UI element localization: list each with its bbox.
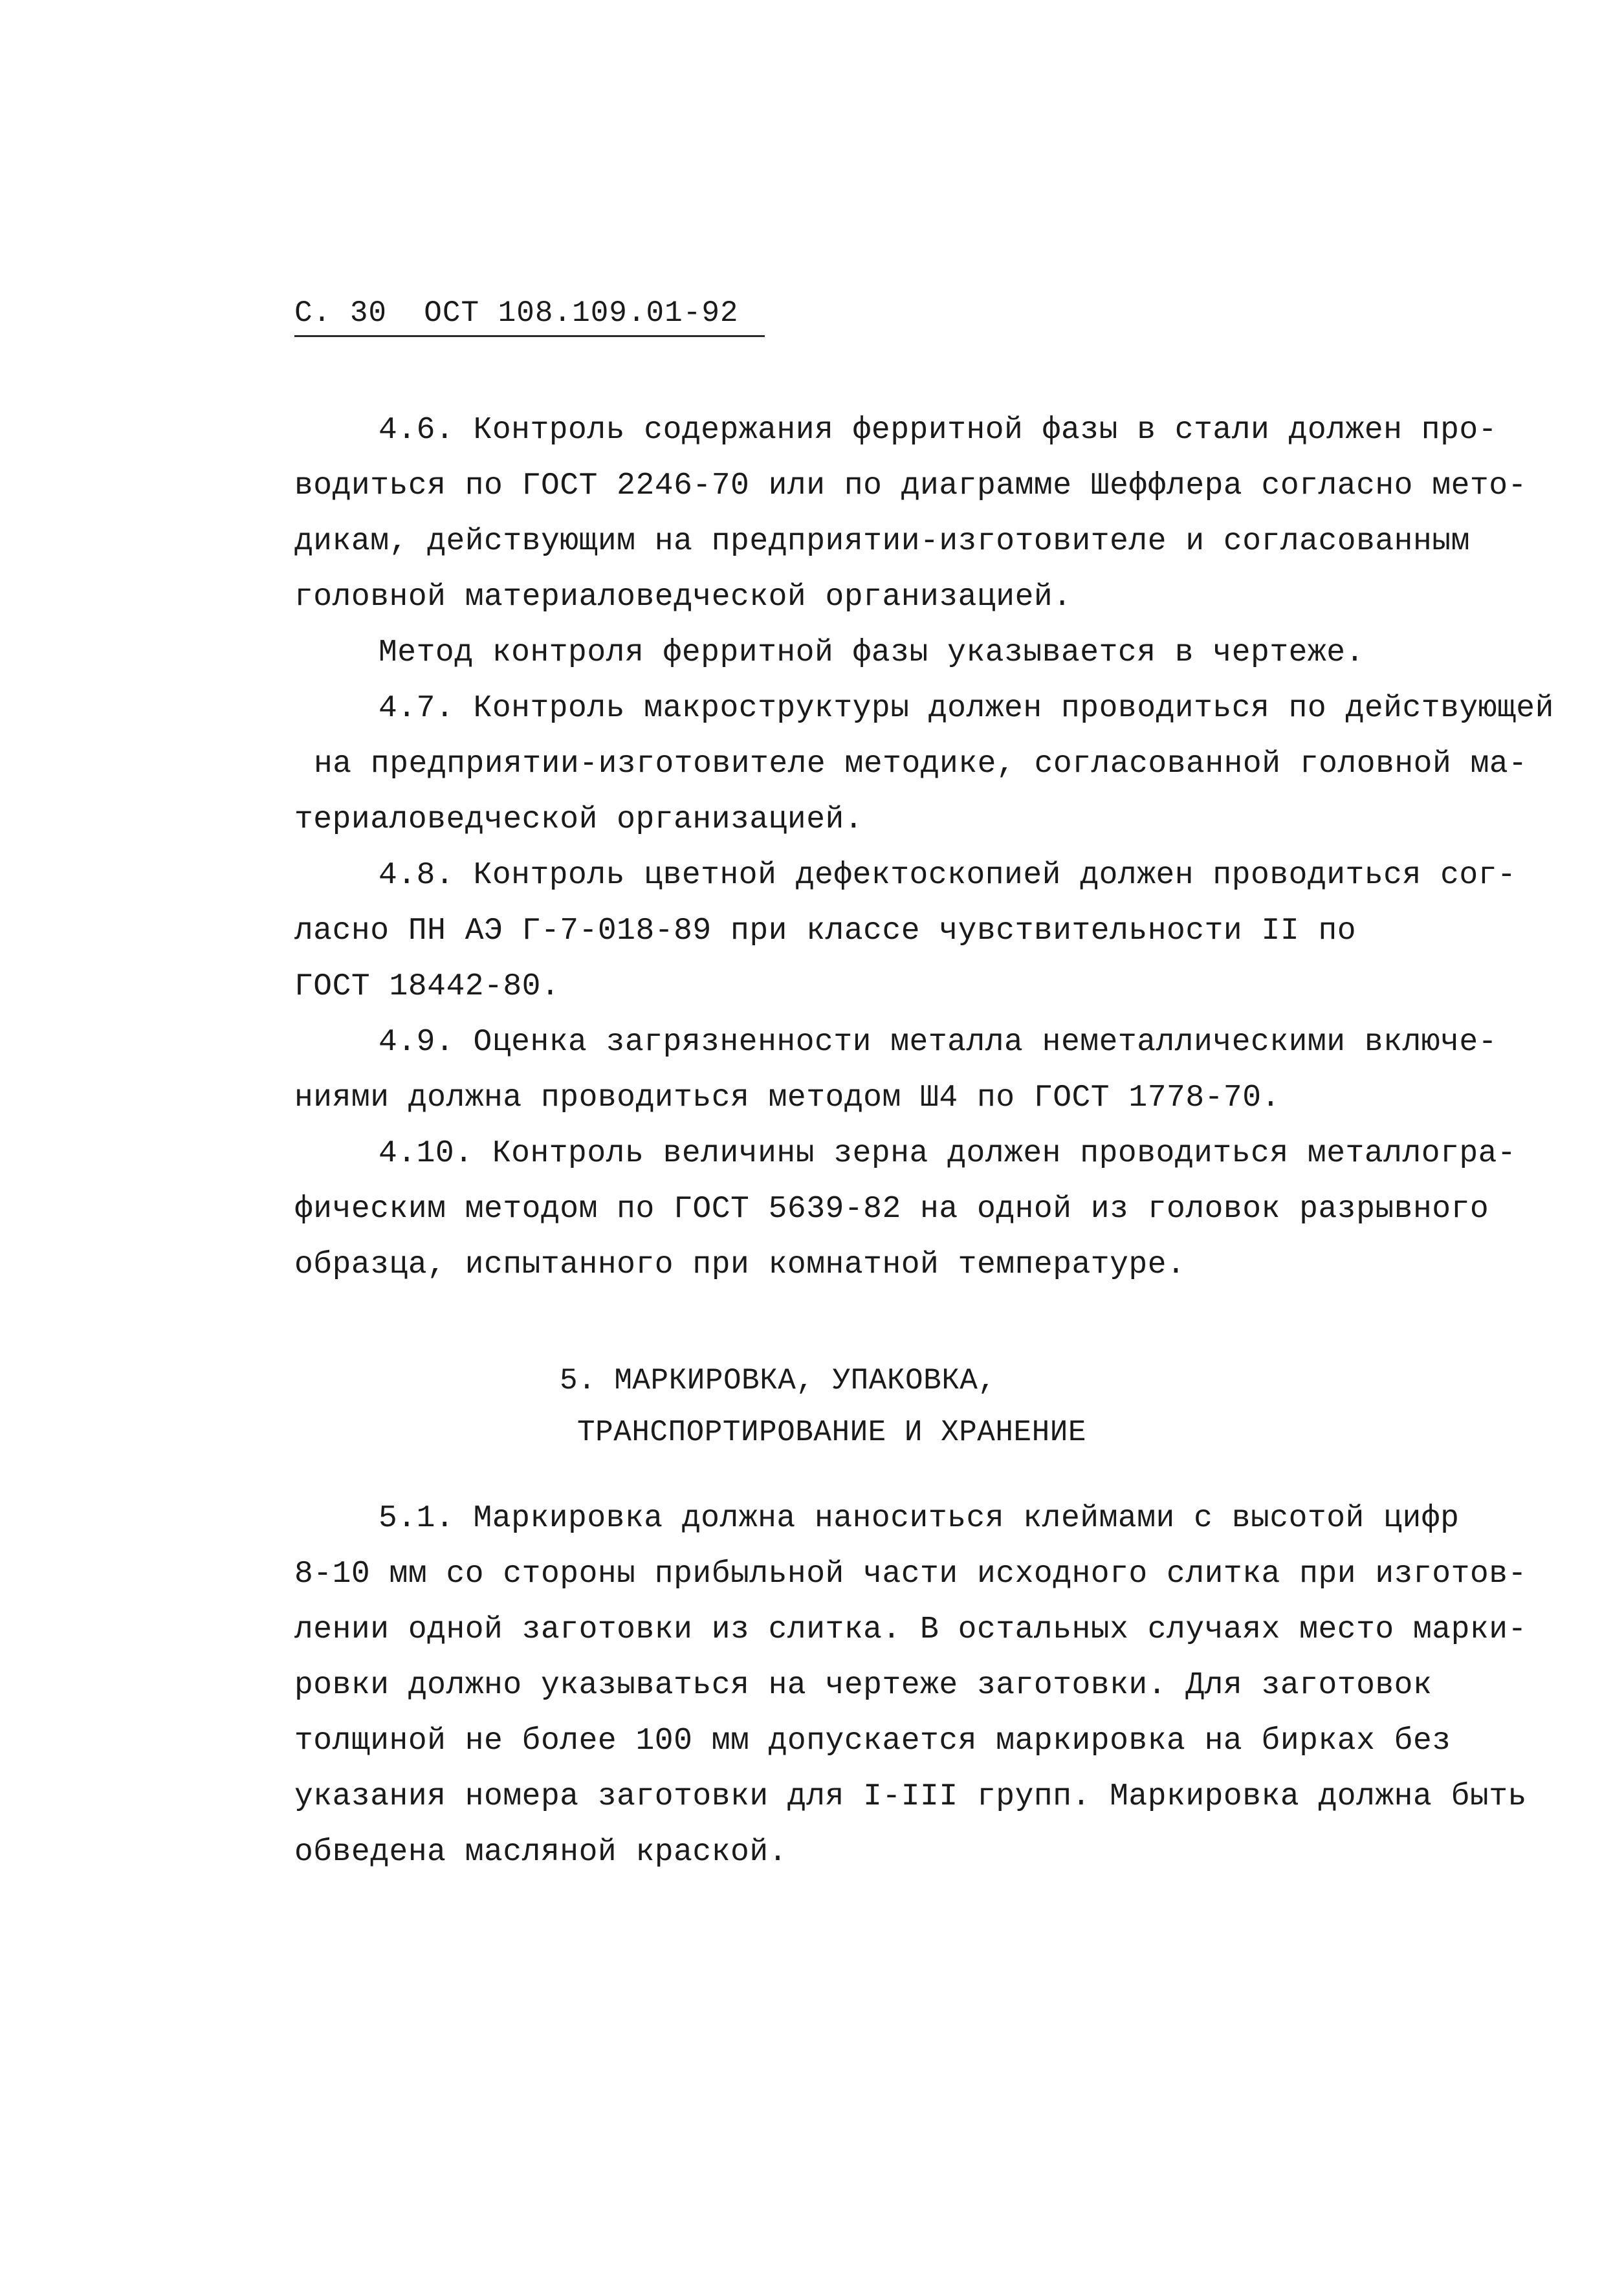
paragraph-4-7-line-2: на предприятии-изготовителе методике, согласованной головной ма- [314, 747, 1528, 782]
page-reference: С. 30 [294, 296, 388, 330]
paragraph-5-1-line-7: обведена масляной краской. [294, 1835, 787, 1870]
paragraph-4-7-line-3: териаловедческой организацией. [294, 802, 864, 837]
paragraph-4-8-line-1: 4.8. Контроль цветной дефектоскопией должен проводиться сог- [379, 858, 1517, 893]
paragraph-5-1-line-3: лении одной заготовки из слитка. В остальных случаях место марки- [294, 1612, 1527, 1647]
paragraph-4-8-line-2: ласно ПН АЭ Г-7-018-89 при классе чувствительности II по [294, 914, 1357, 948]
section-5-heading-line-2: ТРАНСПОРТИРОВАНИЕ И ХРАНЕНИЕ [577, 1416, 1086, 1449]
paragraph-5-1-line-1: 5.1. Маркировка должна наноситься клеймами с высотой цифр [379, 1501, 1460, 1536]
standard-number: ОСТ 108.109.01-92 [424, 296, 739, 330]
paragraph-4-6-line-3: дикам, действующим на предприятии-изготовителе и согласованным [294, 524, 1470, 559]
section-5-heading-line-1: 5. МАРКИРОВКА, УПАКОВКА, [560, 1364, 996, 1398]
paragraph-4-6-line-1: 4.6. Контроль содержания ферритной фазы в стали должен про- [379, 413, 1497, 448]
paragraph-4-10-line-2: фическим методом по ГОСТ 5639-82 на одной из головок разрывного [294, 1192, 1489, 1227]
paragraph-4-10-line-3: образца, испытанного при комнатной температуре. [294, 1247, 1186, 1282]
paragraph-4-9-line-1: 4.9. Оценка загрязненности металла неметаллическими включе- [379, 1025, 1497, 1060]
paragraph-4-7-line-1: 4.7. Контроль макроструктуры должен проводиться по действующей [379, 691, 1554, 726]
paragraph-4-6-line-4: головной материаловедческой организацией. [294, 580, 1072, 615]
paragraph-4-6-note: Метод контроля ферритной фазы указывается в чертеже. [379, 635, 1365, 670]
paragraph-4-6-line-2: водиться по ГОСТ 2246-70 или по диаграмме Шеффлера согласно мето- [294, 468, 1527, 503]
paragraph-5-1-line-2: 8-10 мм со стороны прибыльной части исходного слитка при изготов- [294, 1557, 1527, 1592]
paragraph-4-9-line-2: ниями должна проводиться методом Ш4 по ГОСТ 1778-70. [294, 1080, 1280, 1115]
paragraph-5-1-line-6: указания номера заготовки для I-III групп. Маркировка должна быть [294, 1779, 1527, 1814]
paragraph-5-1-line-4: ровки должно указываться на чертеже заготовки. Для заготовок [294, 1668, 1432, 1703]
page-header [294, 296, 765, 337]
paragraph-4-8-line-3: ГОСТ 18442-80. [294, 969, 560, 1004]
paragraph-4-10-line-1: 4.10. Контроль величины зерна должен проводиться металлогра- [379, 1136, 1517, 1171]
paragraph-5-1-line-5: толщиной не более 100 мм допускается маркировка на бирках без [294, 1724, 1451, 1759]
